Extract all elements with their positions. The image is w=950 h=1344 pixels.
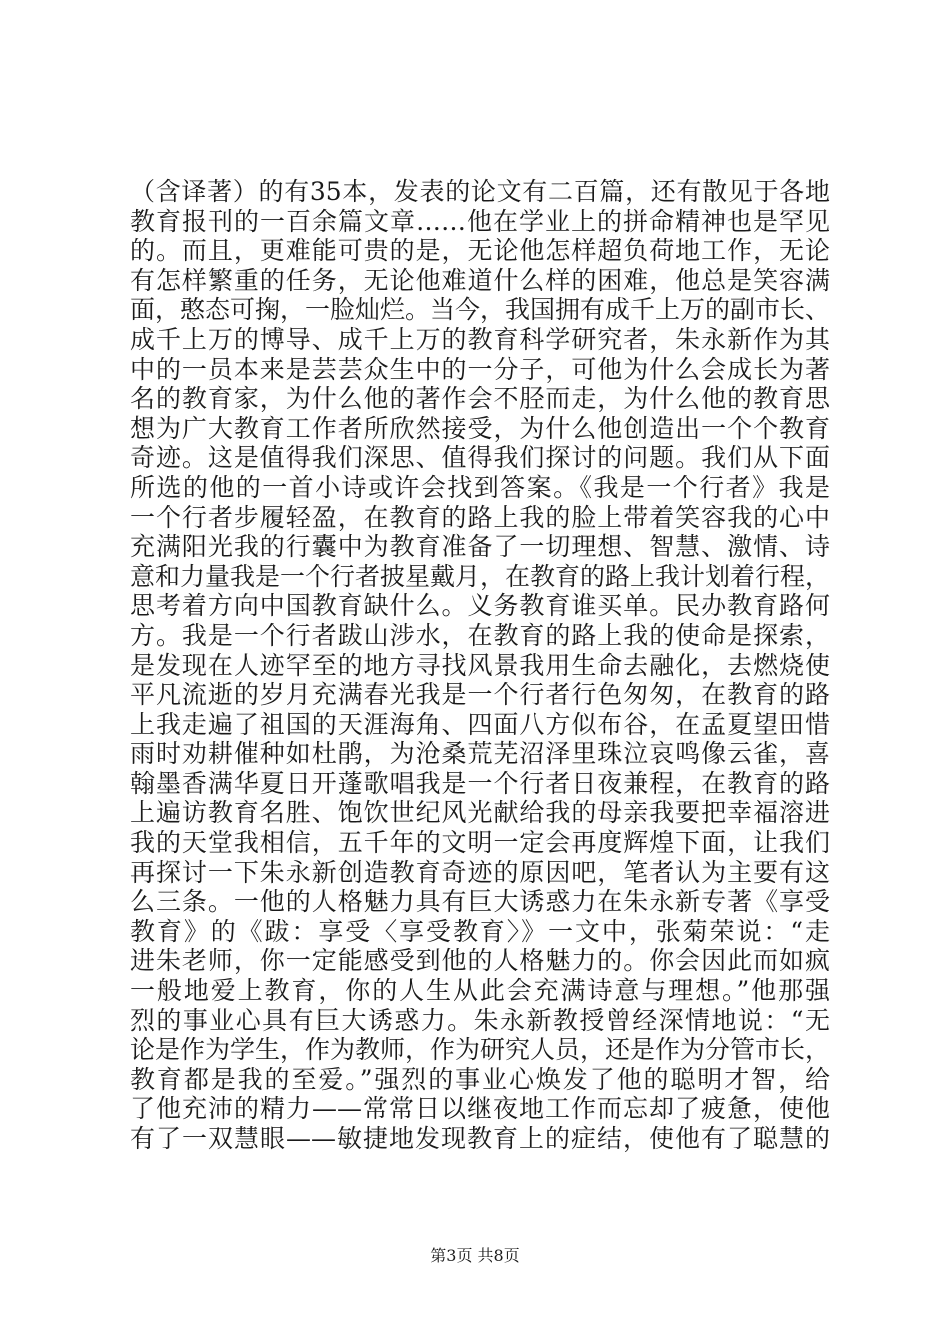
text-line: 奇迹。这是值得我们深思、值得我们探讨的问题。我们从下面 [130, 443, 830, 473]
text-line: 所选的他的一首小诗或许会找到答案。《我是一个行者》我是 [130, 472, 830, 502]
text-line: 翰墨香满华夏日开蓬歌唱我是一个行者日夜兼程，在教育的路 [130, 768, 830, 798]
text-line: 雨时劝耕催种如杜鹃，为沧桑荒芜沼泽里珠泣哀鸣像云雀，喜 [130, 739, 830, 769]
text-line: 烈的事业心具有巨大诱惑力。朱永新教授曾经深情地说：“无 [130, 1005, 830, 1035]
text-line: 是发现在人迹罕至的地方寻找风景我用生命去融化，去燃烧使 [130, 650, 830, 680]
page-footer: 第3页 共8页 [430, 1246, 520, 1265]
text-line: 平凡流逝的岁月充满春光我是一个行者行色匆匆，在教育的路 [130, 680, 830, 710]
text-line: 再探讨一下朱永新创造教育奇迹的原因吧，笔者认为主要有这 [130, 857, 830, 887]
text-line: 教育报刊的一百余篇文章……他在学业上的拼命精神也是罕见 [130, 206, 830, 236]
text-line: 的。而且，更难能可贵的是，无论他怎样超负荷地工作，无论 [130, 236, 830, 266]
text-line: 论是作为学生，作为教师，作为研究人员，还是作为分管市长， [130, 1035, 831, 1065]
text-line: 上我走遍了祖国的天涯海角、四面八方似布谷，在孟夏望田惜 [130, 709, 830, 739]
text-line: 有怎样繁重的任务，无论他难道什么样的困难，他总是笑容满 [130, 265, 830, 295]
text-line: 想为广大教育工作者所欣然接受，为什么他创造出一个个教育 [130, 413, 830, 443]
text-line: 名的教育家，为什么他的著作会不胫而走，为什么他的教育思 [130, 384, 830, 414]
text-line: （含译著）的有35本，发表的论文有二百篇，还有散见于各地 [130, 177, 830, 206]
text-line: 面，憨态可掬，一脸灿烂。当今，我国拥有成千上万的副市长、 [130, 295, 831, 325]
text-line: 方。我是一个行者跋山涉水，在教育的路上我的使命是探索， [130, 620, 830, 650]
text-line: 思考着方向中国教育缺什么。义务教育谁买单。民办教育路何 [130, 591, 830, 621]
body-text [130, 177, 830, 1154]
text-line: 有了一双慧眼——敏捷地发现教育上的症结，使他有了聪慧的 [130, 1124, 830, 1153]
text-line: 一个行者步履轻盈，在教育的路上我的脸上带着笑容我的心中 [130, 502, 830, 532]
text-line: 教育都是我的至爱。”强烈的事业心焕发了他的聪明才智，给 [130, 1064, 830, 1094]
text-line: 中的一员本来是芸芸众生中的一分子，可他为什么会成长为著 [130, 354, 830, 384]
text-line: 教育》的《跋：享受〈享受教育〉》一文中，张菊荣说：“走 [130, 916, 830, 946]
text-line: 意和力量我是一个行者披星戴月，在教育的路上我计划着行程， [130, 561, 831, 591]
text-line: 上遍访教育名胜、饱饮世纪风光献给我的母亲我要把幸福溶进 [130, 798, 830, 828]
text-line: 么三条。一他的人格魅力具有巨大诱惑力在朱永新专著《享受 [130, 887, 830, 917]
text-line: 了他充沛的精力——常常日以继夜地工作而忘却了疲惫，使他 [130, 1094, 830, 1124]
text-line: 一般地爱上教育，你的人生从此会充满诗意与理想。”他那强 [130, 976, 830, 1006]
text-line: 成千上万的博导、成千上万的教育科学研究者，朱永新作为其 [130, 324, 830, 354]
text-line: 进朱老师，你一定能感受到他的人格魅力的。你会因此而如疯 [130, 946, 830, 976]
text-line: 我的天堂我相信，五千年的文明一定会再度辉煌下面，让我们 [130, 828, 830, 858]
text-line: 充满阳光我的行囊中为教育准备了一切理想、智慧、激情、诗 [130, 532, 830, 562]
